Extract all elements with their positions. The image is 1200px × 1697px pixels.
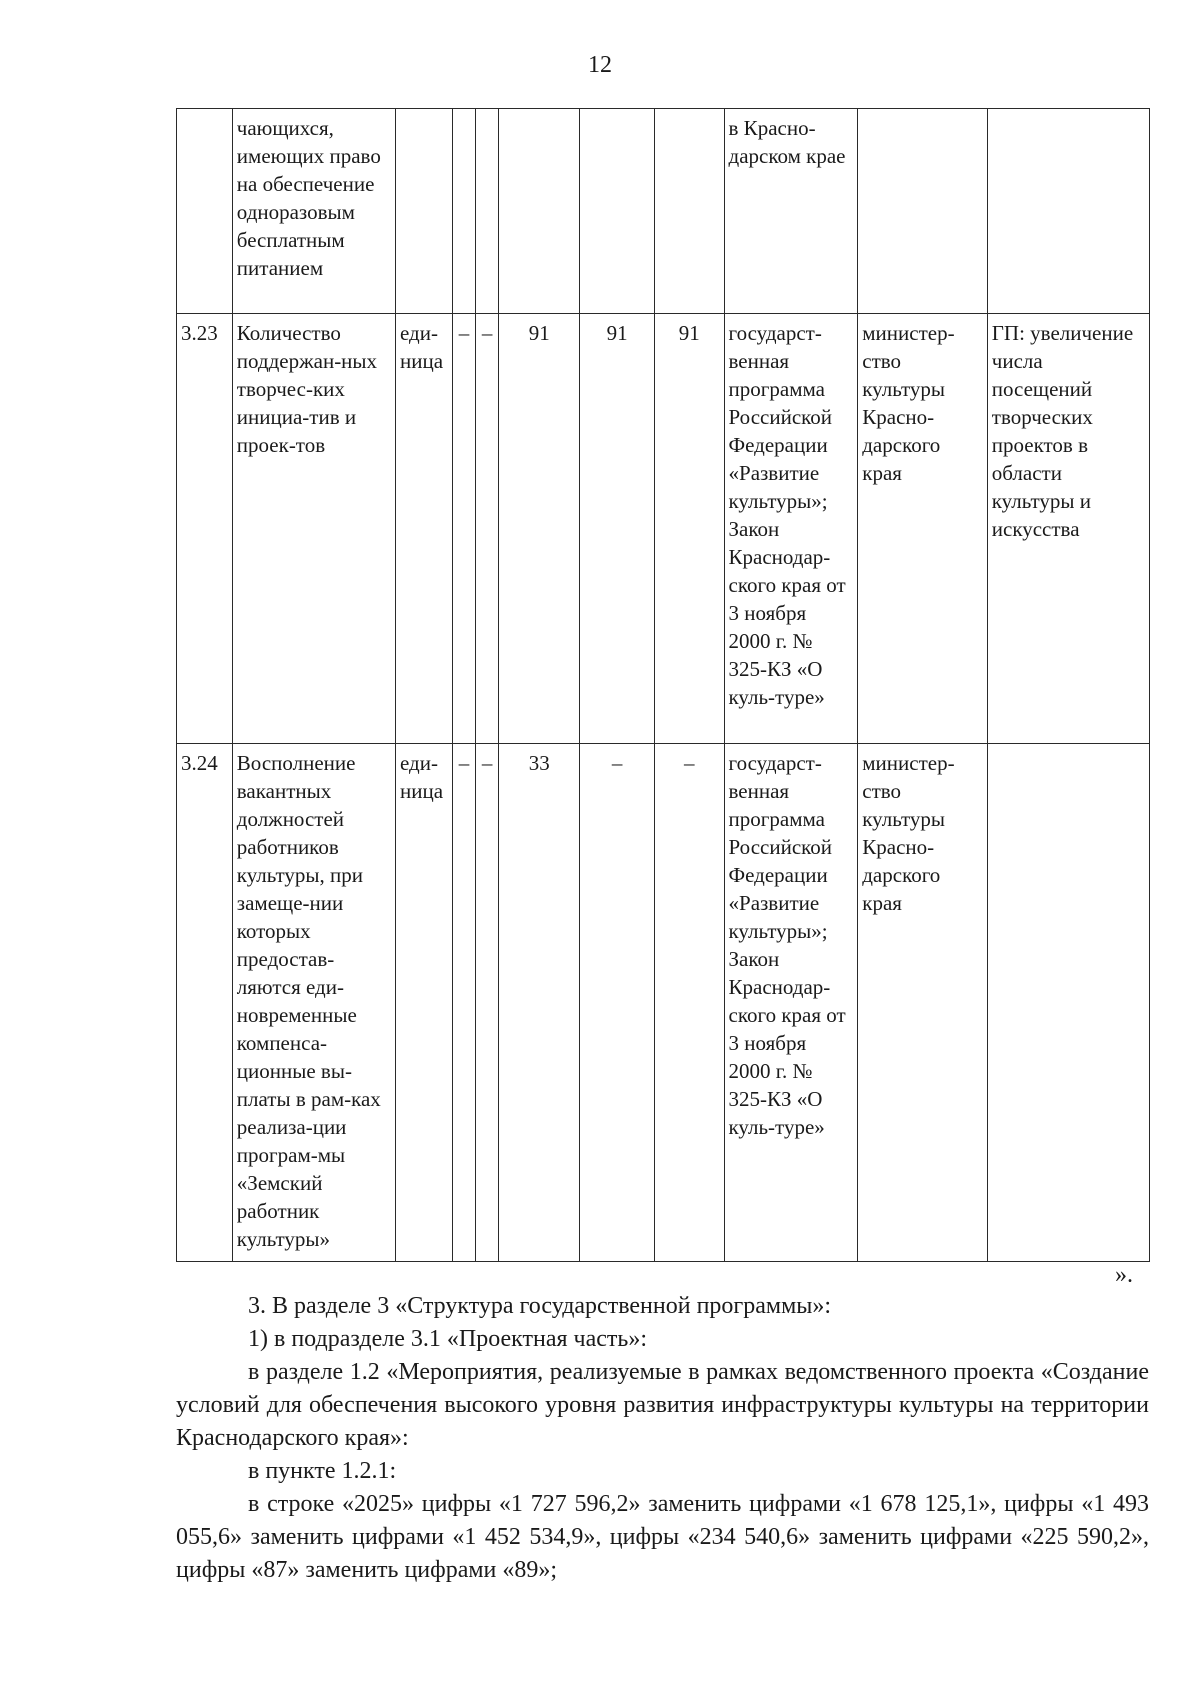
value-cell: – [452, 314, 475, 744]
value-cell: – [580, 744, 655, 1262]
basis-document: в Красно-дарском крае [724, 109, 858, 314]
basis-document: государст-венная программа Российской Федерации «Развитие культуры»; Закон Краснодар-ского края от 3 ноября 2000 г. № 325-КЗ «О куль-туре» [724, 744, 858, 1262]
basis-document: государст-венная программа Российской Федерации «Развитие культуры»; Закон Краснодар-ского края от 3 ноября 2000 г. № 325-КЗ «О куль-туре» [724, 314, 858, 744]
row-number: 3.23 [177, 314, 233, 744]
value-cell: 91 [655, 314, 725, 744]
program-link [987, 744, 1149, 1262]
value-cell [452, 109, 475, 314]
row-number: 3.24 [177, 744, 233, 1262]
indicator-name: чающихся, имеющих право на обеспечение одноразовым бесплатным питанием [232, 109, 395, 314]
value-cell: 91 [499, 314, 580, 744]
paragraph-item: в пункте 1.2.1: [248, 1458, 397, 1484]
value-cell [580, 109, 655, 314]
row-number [177, 109, 233, 314]
closing-quote: ». [1115, 1262, 1133, 1288]
table-row [177, 314, 1150, 744]
indicators-table [176, 108, 1150, 1262]
value-cell [476, 109, 499, 314]
responsible-body [858, 109, 988, 314]
unit-of-measure: еди-ница [396, 744, 453, 1262]
table-row [177, 109, 1150, 314]
program-link: ГП: увеличение числа посещений творческих проектов в области культуры и искусства [987, 314, 1149, 744]
value-cell [655, 109, 725, 314]
paragraph-subsection: 1) в подразделе 3.1 «Проектная часть»: [248, 1326, 647, 1352]
paragraph-section-3: 3. В разделе 3 «Структура государственной программы»: [248, 1293, 832, 1319]
value-cell: – [476, 314, 499, 744]
table-row [177, 744, 1150, 1262]
paragraph-event-section: в разделе 1.2 «Мероприятия, реализуемые в рамках ведомственного проекта «Создание условий для обеспечения высокого уровня развития инфраструктуры культуры на территории Краснодарского края»: [176, 1359, 1149, 1451]
unit-of-measure [396, 109, 453, 314]
paragraph-figures: в строке «2025» цифры «1 727 596,2» заменить цифрами «1 678 125,1», цифры «1 493 055,6» заменить цифрами «1 452 534,9», цифры «234 540,6» заменить цифрами «225 590,2», цифры «87» заменить цифрами «89»; [176, 1491, 1149, 1583]
value-cell: 33 [499, 744, 580, 1262]
value-cell: – [655, 744, 725, 1262]
amendment-text [176, 1290, 1149, 1587]
program-link [987, 109, 1149, 314]
value-cell [499, 109, 580, 314]
responsible-body: министер-ство культуры Красно-дарского края [858, 314, 988, 744]
responsible-body: министер-ство культуры Красно-дарского края [858, 744, 988, 1262]
value-cell: – [452, 744, 475, 1262]
value-cell: – [476, 744, 499, 1262]
page-number: 12 [588, 52, 612, 78]
value-cell: 91 [580, 314, 655, 744]
unit-of-measure: еди-ница [396, 314, 453, 744]
indicator-name: Восполнение вакантных должностей работников культуры, при замеще-нии которых предостав-ляются еди-новременные компенса-ционные вы-платы в рам-ках реализа-ции програм-мы «Земский работник культуры» [232, 744, 395, 1262]
indicator-name: Количество поддержан-ных творчес-ких инициа-тив и проек-тов [232, 314, 395, 744]
